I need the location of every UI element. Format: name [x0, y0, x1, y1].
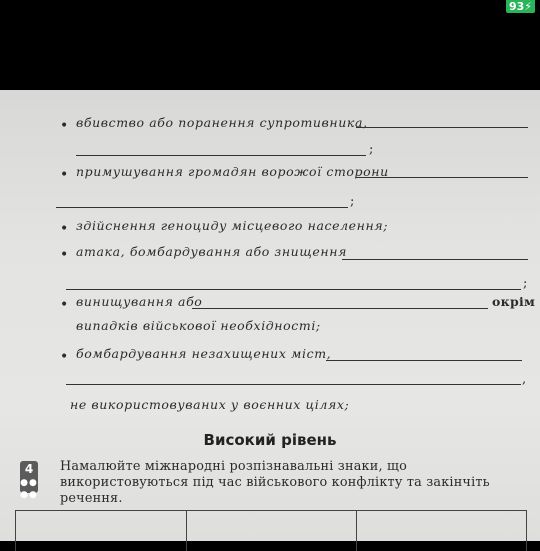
- table-divider: [186, 511, 187, 551]
- item-4-blank-2[interactable]: [66, 289, 521, 290]
- item-1-blank[interactable]: [356, 127, 528, 128]
- item-5-text: винищування або: [76, 294, 203, 309]
- item-4-end: ;: [523, 276, 528, 291]
- item-6-blank[interactable]: [326, 360, 522, 361]
- item-6-blank-2[interactable]: [66, 384, 521, 385]
- bullet: •: [60, 118, 69, 134]
- item-2-text: примушування громадян ворожої сторони: [76, 164, 389, 179]
- bullet: •: [60, 247, 69, 263]
- item-1-blank-2[interactable]: [76, 155, 366, 156]
- battery-indicator: 93⚡: [506, 0, 535, 13]
- item-2-blank[interactable]: [356, 177, 528, 178]
- drawing-table: [15, 510, 527, 551]
- item-4-blank[interactable]: [342, 259, 528, 260]
- bullet: •: [60, 221, 69, 237]
- item-5-continuation: випадків військової необхідності;: [76, 318, 321, 333]
- bullet: •: [60, 297, 69, 313]
- item-3-text: здійснення геноциду місцевого населення;: [76, 218, 389, 233]
- task-number: 4: [24, 462, 34, 476]
- task-instruction: Намалюйте міжнародні розпізнавальні знаки, що використовуються під час військового конфлікту та закінчіть речення.: [60, 459, 490, 506]
- item-5-blank[interactable]: [192, 308, 488, 309]
- table-divider: [356, 511, 357, 551]
- item-6-text: бомбардування незахищених міст,: [76, 346, 332, 361]
- textbook-page: [0, 90, 540, 541]
- item-1-end: ;: [369, 142, 374, 157]
- battery-level: 93: [508, 0, 525, 13]
- item-1-text: вбивство або поранення супротивника,: [76, 115, 368, 130]
- pair-work-icon: ●● ●●: [20, 478, 38, 500]
- item-6-continuation: не використовуваних у воєнних цілях;: [70, 397, 350, 412]
- item-4-text: атака, бомбардування або знищення: [76, 244, 347, 259]
- task-number-badge: [20, 461, 38, 500]
- section-heading: Високий рівень: [203, 431, 337, 449]
- item-6-end: ,: [522, 372, 527, 387]
- item-5-suffix: окрім: [492, 294, 536, 309]
- bullet: •: [60, 167, 69, 183]
- status-bar: [0, 0, 540, 90]
- item-2-end: ;: [350, 194, 355, 209]
- item-2-blank-2[interactable]: [56, 207, 348, 208]
- bullet: •: [60, 349, 69, 365]
